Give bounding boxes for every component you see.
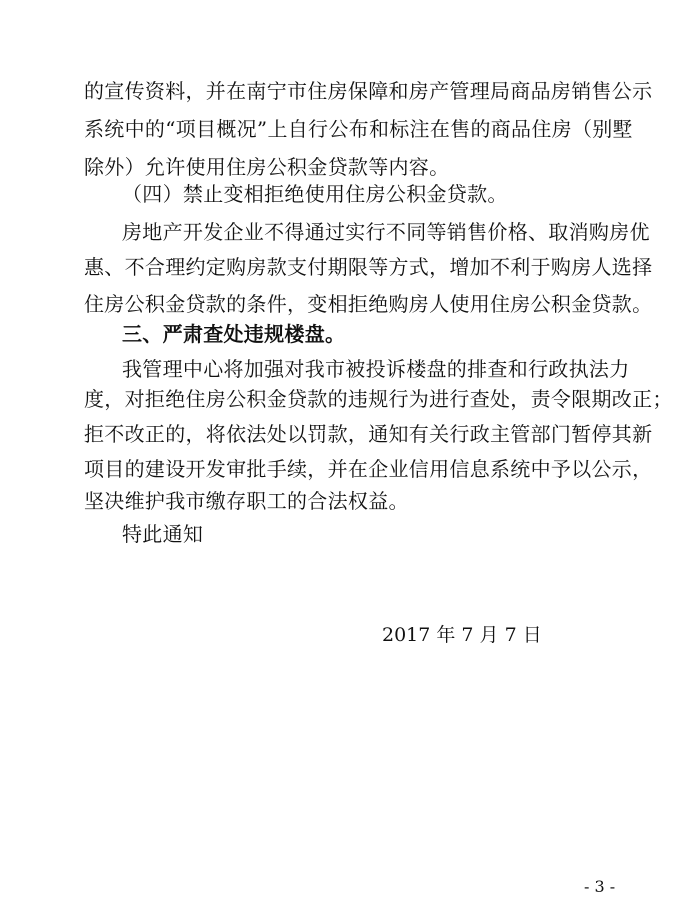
subsection-heading: （四）禁止变相拒绝使用住房公积金贷款。	[122, 182, 508, 206]
paragraph-line: 住房公积金贷款的条件，变相拒绝购房人使用住房公积金贷款。	[84, 292, 653, 316]
paragraph-line: 拒不改正的，将依法处以罚款，通知有关行政主管部门暂停其新	[84, 422, 653, 446]
closing-text: 特此通知	[122, 522, 204, 546]
paragraph-line: 系统中的“项目概况”上自行公布和标注在售的商品住房（别墅	[84, 117, 633, 141]
document-date: 2017 年 7 月 7 日	[382, 624, 542, 646]
section-heading: 三、严肃查处违规楼盘。	[122, 322, 346, 346]
paragraph-line: 除外）允许使用住房公积金贷款等内容。	[84, 155, 450, 179]
paragraph-line: 房地产开发企业不得通过实行不同等销售价格、取消购房优	[122, 220, 650, 244]
paragraph-line: 的宣传资料，并在南宁市住房保障和房产管理局商品房销售公示	[84, 79, 653, 103]
paragraph-line: 度，对拒绝住房公积金贷款的违规行为进行查处，责令限期改正；	[84, 387, 673, 411]
paragraph-line: 惠、不合理约定购房款支付期限等方式，增加不利于购房人选择	[84, 255, 653, 279]
paragraph-line: 项目的建设开发审批手续，并在企业信用信息系统中予以公示，	[84, 457, 653, 481]
page-number: - 3 -	[584, 877, 616, 896]
paragraph-line: 坚决维护我市缴存职工的合法权益。	[84, 489, 409, 513]
paragraph-line: 我管理中心将加强对我市被投诉楼盘的排查和行政执法力	[122, 357, 630, 381]
